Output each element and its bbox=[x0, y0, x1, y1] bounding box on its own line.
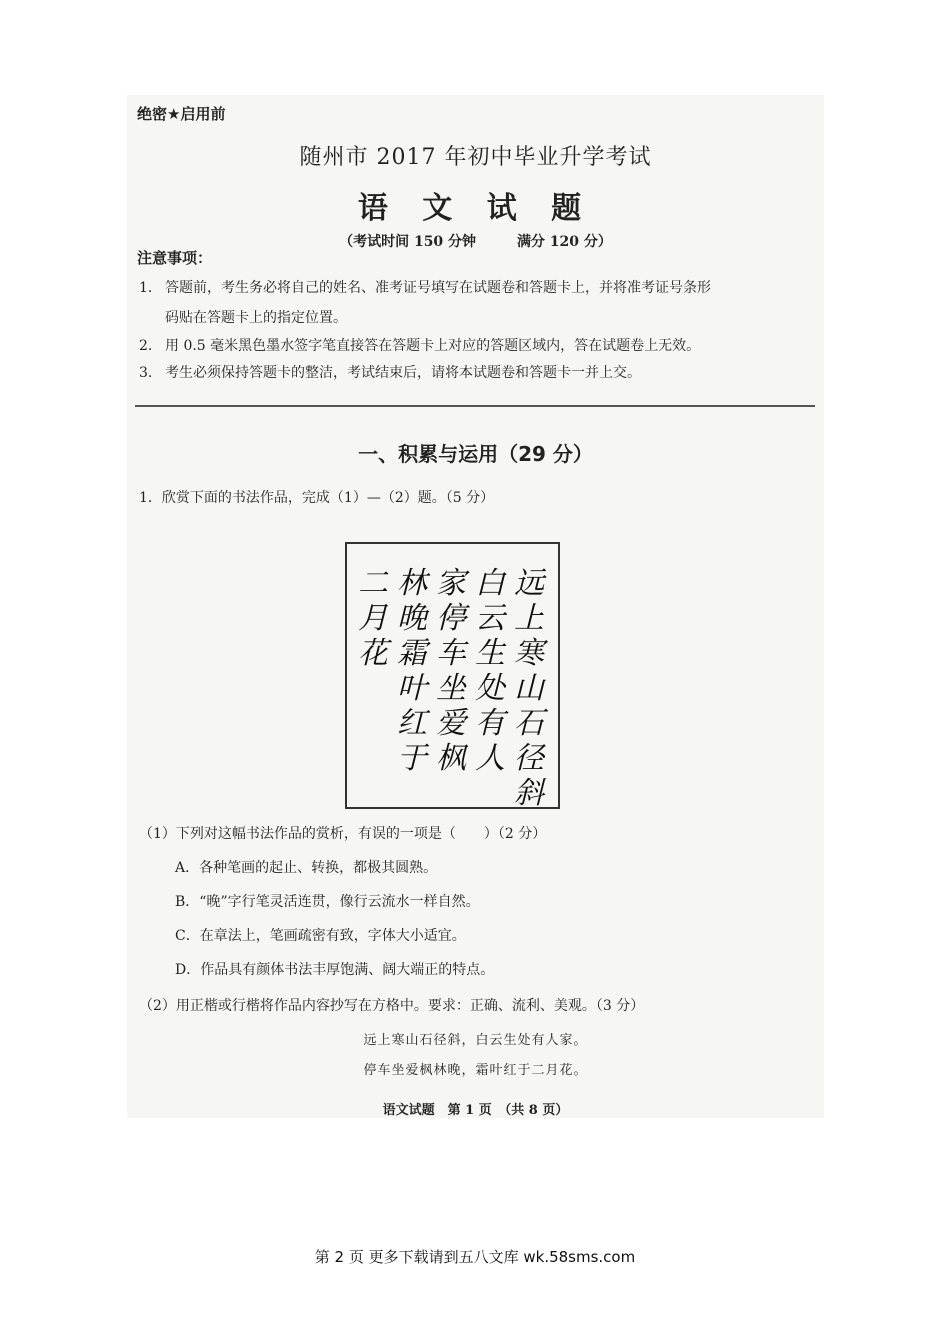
calligraphy-char: 霜 bbox=[397, 636, 427, 671]
calligraphy-char: 生 bbox=[475, 636, 505, 671]
exam-title: 随州市 2017 年初中毕业升学考试 bbox=[299, 145, 652, 170]
calligraphy-frame bbox=[345, 542, 560, 809]
calligraphy-char: 花 bbox=[358, 636, 388, 671]
note-number: 1. bbox=[139, 280, 153, 296]
calligraphy-char: 寒 bbox=[514, 636, 544, 671]
calligraphy-char: 山 bbox=[514, 671, 544, 706]
calligraphy-char: 有 bbox=[475, 706, 505, 741]
calligraphy-char: 处 bbox=[475, 671, 505, 706]
calligraphy-char: 上 bbox=[514, 601, 544, 636]
section-title: 一、积累与运用（29 分） bbox=[358, 442, 593, 466]
calligraphy-column bbox=[474, 566, 506, 776]
calligraphy-char: 石 bbox=[514, 706, 544, 741]
secret-label: 绝密★启用前 bbox=[137, 105, 226, 123]
option-d: D．作品具有颜体书法丰厚饱满、阔大端正的特点。 bbox=[175, 962, 495, 978]
note-text: 用 0.5 毫米黑色墨水签字笔直接答在答题卡上对应的答题区域内，答在试题卷上无效。 bbox=[165, 338, 701, 354]
option-c: C．在章法上，笔画疏密有致，字体大小适宜。 bbox=[175, 928, 466, 944]
poem-line: 远上寒山石径斜，白云生处有人家。 bbox=[363, 1033, 588, 1048]
calligraphy-char: 车 bbox=[436, 636, 466, 671]
question-1-stem: 1．欣赏下面的书法作品，完成（1）—（2）题。（5 分） bbox=[139, 490, 495, 506]
calligraphy-char: 晚 bbox=[397, 601, 427, 636]
calligraphy-char: 红 bbox=[397, 706, 427, 741]
note-text: 答题前，考生务必将自己的姓名、准考证号填写在试题卷和答题卡上，并将准考证号条形 bbox=[165, 280, 711, 296]
scanned-exam-page bbox=[127, 95, 824, 1118]
calligraphy-char: 坐 bbox=[436, 671, 466, 706]
time-info: （考试时间 150 分钟 bbox=[339, 234, 477, 250]
option-b: B．“晚”字行笔灵活连贯，像行云流水一样自然。 bbox=[175, 894, 480, 910]
note-item bbox=[139, 277, 711, 297]
calligraphy-char: 远 bbox=[514, 566, 544, 601]
page-footer: 第 2 页 更多下载请到五八文库 wk.58sms.com bbox=[314, 1248, 636, 1266]
score-info: 满分 120 分） bbox=[516, 234, 612, 250]
note-text-continued: 码贴在答题卡上的指定位置。 bbox=[165, 310, 347, 326]
calligraphy-column bbox=[396, 566, 428, 776]
option-a: A．各种笔画的起止、转换，都极其圆熟。 bbox=[175, 860, 438, 876]
calligraphy-char: 停 bbox=[436, 601, 466, 636]
note-text: 考生必须保持答题卡的整洁，考试结束后，请将本试题卷和答题卡一并上交。 bbox=[165, 365, 641, 381]
calligraphy-char: 家 bbox=[436, 566, 466, 601]
calligraphy-column bbox=[513, 566, 545, 811]
calligraphy-column bbox=[435, 566, 467, 776]
note-number: 3. bbox=[139, 365, 153, 381]
calligraphy-column bbox=[357, 566, 389, 671]
calligraphy-char: 枫 bbox=[436, 741, 466, 776]
note-item bbox=[139, 335, 700, 355]
divider-line bbox=[135, 405, 815, 407]
calligraphy-char: 斜 bbox=[514, 776, 544, 811]
calligraphy-char: 云 bbox=[475, 601, 505, 636]
calligraphy-char: 叶 bbox=[397, 671, 427, 706]
calligraphy-char: 径 bbox=[514, 741, 544, 776]
calligraphy-char: 林 bbox=[397, 566, 427, 601]
note-item bbox=[139, 362, 641, 382]
exam-meta bbox=[127, 231, 824, 251]
scan-page-footer: 语文试题 第 1 页 （共 8 页） bbox=[382, 1103, 569, 1118]
calligraphy-char: 爱 bbox=[436, 706, 466, 741]
subject-title: 语 文 试 题 bbox=[357, 191, 594, 226]
calligraphy-char: 人 bbox=[475, 741, 505, 776]
calligraphy-char: 二 bbox=[358, 566, 388, 601]
calligraphy-char: 月 bbox=[358, 601, 388, 636]
subquestion-2-stem: （2）用正楷或行楷将作品内容抄写在方格中。要求：正确、流利、美观。（3 分） bbox=[139, 998, 645, 1014]
poem-line: 停车坐爱枫林晚，霜叶红于二月花。 bbox=[363, 1063, 588, 1078]
note-number: 2. bbox=[139, 338, 153, 354]
calligraphy-char: 于 bbox=[397, 741, 427, 776]
subquestion-1-stem: （1）下列对这幅书法作品的赏析，有误的一项是（ ）（2 分） bbox=[139, 826, 547, 842]
calligraphy-char: 白 bbox=[475, 566, 505, 601]
notes-title: 注意事项： bbox=[137, 249, 213, 267]
